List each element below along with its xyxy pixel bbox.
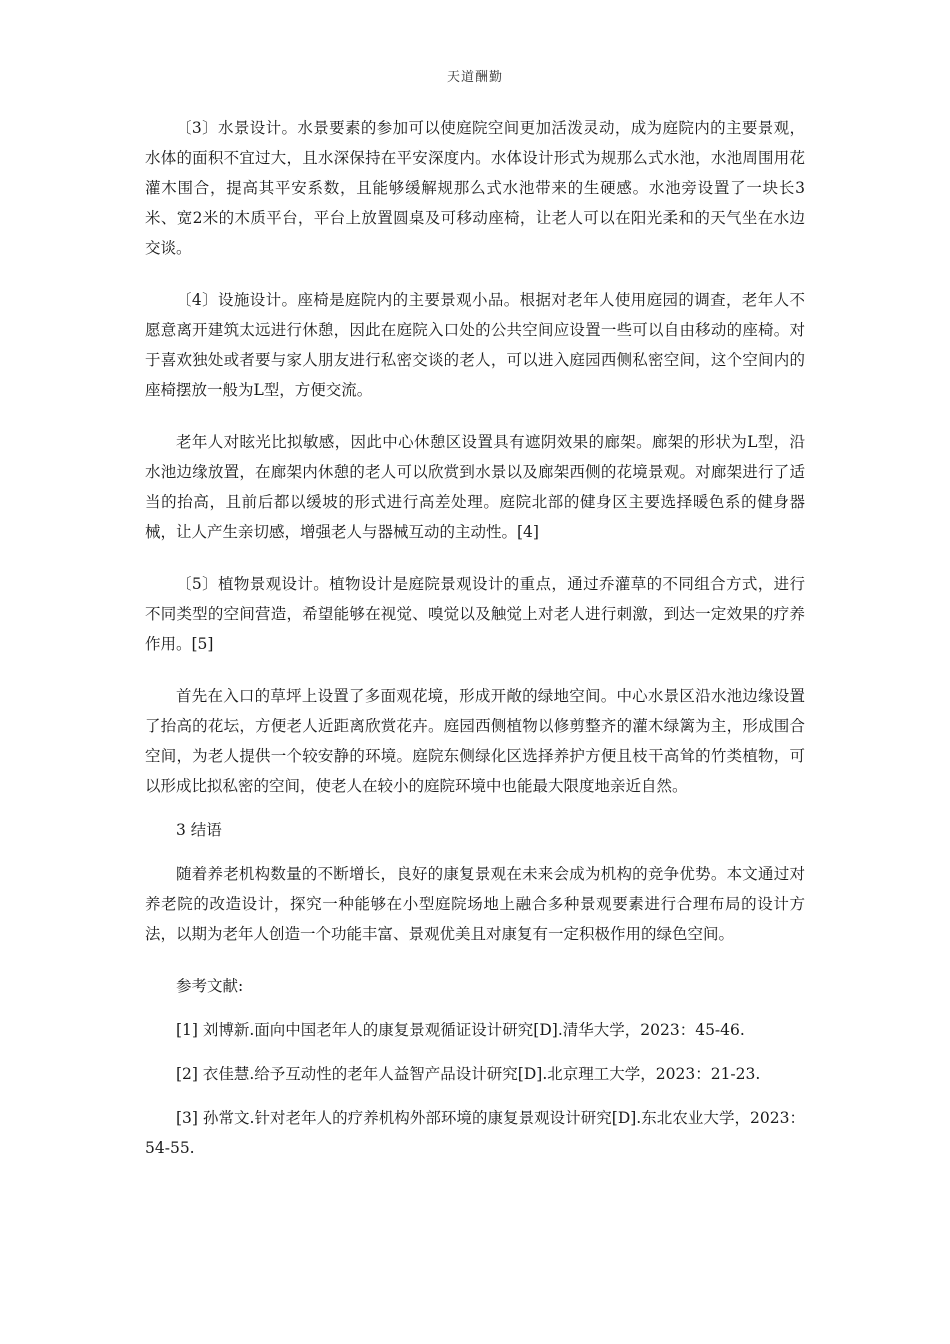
- reference-item: [3] 孙常文.针对老年人的疗养机构外部环境的康复景观设计研究[D].东北农业大学，2023：54-55.: [145, 1109, 805, 1157]
- paragraph-water-design: 〔3〕水景设计。水景要素的参加可以使庭院空间更加活泼灵动，成为庭院内的主要景观，水体的面积不宜过大，且水深保持在平安深度内。水体设计形式为规那么式水池，水池周围用花灌木围合，提高其平安系数，且能够缓解规那么式水池带来的生硬感。水池旁设置了一块长3米、宽2米的木质平台，平台上放置圆桌及可移动座椅，让老人可以在阳光柔和的天气坐在水边交谈。: [145, 119, 805, 257]
- paragraph-planting-details: 首先在入口的草坪上设置了多面观花境，形成开敞的绿地空间。中心水景区沿水池边缘设置了抬高的花坛，方便老人近距离欣赏花卉。庭园西侧植物以修剪整齐的灌木绿篱为主，形成围合空间，为老人提供一个较安静的环境。庭院东侧绿化区选择养护方便且枝干高耸的竹类植物，可以形成比拟私密的空间，使老人在较小的庭院环境中也能最大限度地亲近自然。: [145, 687, 805, 795]
- paragraph-plant-design: 〔5〕植物景观设计。植物设计是庭院景观设计的重点，通过乔灌草的不同组合方式，进行不同类型的空间营造，希望能够在视觉、嗅觉以及触觉上对老人进行刺激，到达一定效果的疗养作用。[5]: [145, 575, 805, 653]
- references-heading: 参考文献:: [176, 977, 244, 995]
- document-body: [145, 113, 805, 1177]
- reference-item: [2] 衣佳慧.给予互动性的老年人益智产品设计研究[D].北京理工大学，2023：21-23.: [176, 1065, 761, 1083]
- paragraph-facility-design: 〔4〕设施设计。座椅是庭院内的主要景观小品。根据对老年人使用庭园的调查，老年人不愿意离开建筑太远进行休憩，因此在庭院入口处的公共空间应设置一些可以自由移动的座椅。对于喜欢独处或者要与家人朋友进行私密交谈的老人，可以进入庭园西侧私密空间，这个空间内的座椅摆放一般为L型，方便交流。: [145, 291, 805, 399]
- reference-item: [1] 刘博新.面向中国老年人的康复景观循证设计研究[D].清华大学，2023：45-46.: [176, 1021, 745, 1039]
- section-heading-conclusion: 3 结语: [176, 821, 222, 839]
- page-header: 天道酬勤: [446, 70, 503, 85]
- paragraph-corridor: 老年人对眩光比拟敏感，因此中心休憩区设置具有遮阴效果的廊架。廊架的形状为L型，沿水池边缘放置，在廊架内休憩的老人可以欣赏到水景以及廊架西侧的花境景观。对廊架进行了适当的抬高，且前后都以缓坡的形式进行高差处理。庭院北部的健身区主要选择暖色系的健身器械，让人产生亲切感，增强老人与器械互动的主动性。[4]: [145, 433, 805, 541]
- paragraph-conclusion: 随着养老机构数量的不断增长，良好的康复景观在未来会成为机构的竞争优势。本文通过对养老院的改造设计，探究一种能够在小型庭院场地上融合多种景观要素进行合理布局的设计方法，以期为老年人创造一个功能丰富、景观优美且对康复有一定积极作用的绿色空间。: [145, 865, 805, 943]
